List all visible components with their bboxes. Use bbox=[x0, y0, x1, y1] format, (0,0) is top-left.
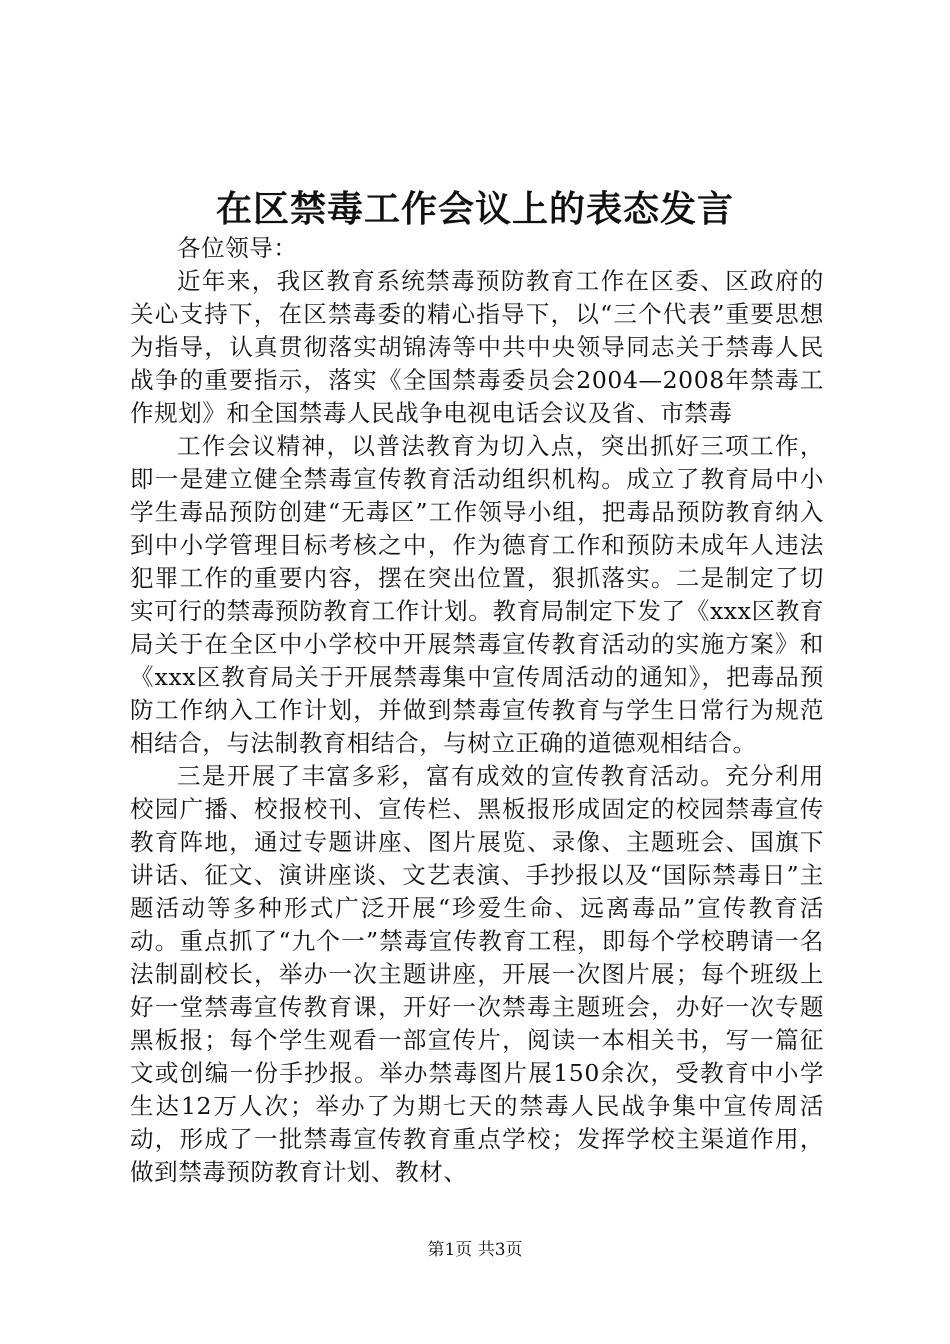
document-body bbox=[130, 232, 824, 1189]
body-paragraph: 近年来，我区教育系统禁毒预防教育工作在区委、区政府的关心支持下，在区禁毒委的精心指导下，以“三个代表”重要思想为指导，认真贯彻落实胡锦涛等中共中央领导同志关于禁毒人民战争的重要指示，落实《全国禁毒委员会2004—2008年禁毒工作规划》和全国禁毒人民战争电视电话会议及省、市禁毒 bbox=[130, 267, 824, 427]
body-paragraph: 工作会议精神，以普法教育为切入点，突出抓好三项工作，即一是建立健全禁毒宣传教育活动组织机构。成立了教育局中小学生毒品预防创建“无毒区”工作领导小组，把毒品预防教育纳入到中小学管理目标考核之中，作为德育工作和预防未成年人违法犯罪工作的重要内容，摆在突出位置，狠抓落实。二是制定了切实可行的禁毒预防教育工作计划。教育局制定下发了《xxx区教育局关于在全区中小学校中开展禁毒宣传教育活动的实施方案》和《xxx区教育局关于开展禁毒集中宣传周活动的通知》，把毒品预防工作纳入工作计划，并做到禁毒宣传教育与学生日常行为规范相结合，与法制教育相结合，与树立正确的道德观相结合。 bbox=[130, 432, 824, 757]
page-footer: 第1页 共3页 bbox=[427, 1240, 523, 1260]
document-title: 在区禁毒工作会议上的表态发言 bbox=[215, 188, 734, 230]
body-paragraph: 三是开展了丰富多彩，富有成效的宣传教育活动。充分利用校园广播、校报校刊、宣传栏、黑板报形成固定的校园禁毒宣传教育阵地，通过专题讲座、图片展览、录像、主题班会、国旗下讲话、征文、演讲座谈、文艺表演、手抄报以及“国际禁毒日”主题活动等多种形式广泛开展“珍爱生命、远离毒品”宣传教育活动。重点抓了“九个一”禁毒宣传教育工程，即每个学校聘请一名法制副校长，举办一次主题讲座，开展一次图片展；每个班级上好一堂禁毒宣传教育课，开好一次禁毒主题班会，办好一次专题黑板报；每个学生观看一部宣传片，阅读一本相关书，写一篇征文或创编一份手抄报。举办禁毒图片展150余次，受教育中小学生达12万人次；举办了为期七天的禁毒人民战争集中宣传周活动，形成了一批禁毒宣传教育重点学校；发挥学校主渠道作用，做到禁毒预防教育计划、教材、 bbox=[130, 762, 824, 1186]
salutation-paragraph: 各位领导： bbox=[177, 234, 298, 262]
